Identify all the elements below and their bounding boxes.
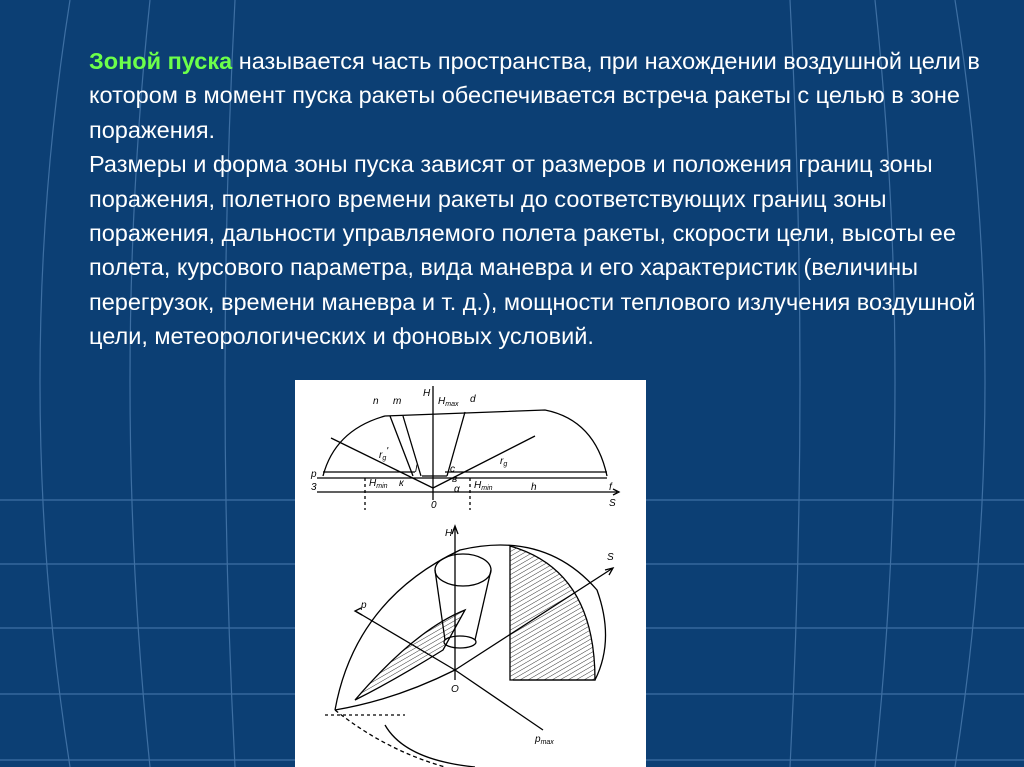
label-rg-right: $r_g$: [500, 456, 508, 468]
term-launch-zone: Зоной пуска: [89, 48, 233, 74]
label-p: p: [311, 469, 317, 480]
label-pmax: $p_{max}$: [535, 734, 554, 746]
label-h-axis: H: [423, 388, 431, 399]
label-3d-h: H: [445, 528, 453, 539]
label-3d-origin: O: [451, 684, 459, 695]
label-3: 3: [311, 482, 317, 493]
label-hmin-left: $H_{min}$: [369, 478, 388, 490]
label-f: f: [609, 482, 612, 493]
label-hmax: $H_{max}$: [438, 396, 459, 408]
perspective-diagram: [325, 526, 613, 767]
label-n: n: [373, 396, 379, 407]
label-origin: 0: [431, 500, 437, 511]
section-diagram: [317, 386, 619, 510]
label-k: к: [399, 478, 404, 489]
slide-text: [58, 44, 998, 354]
paragraph-factors: Размеры и форма зоны пуска зависят от размеров и положения границ зоны поражения, полетного времени ракеты до соответствующих границ зоны поражения, дальности управляемого полета ракеты, скорости цели, высоты ее полета, курсового параметра, вида маневра и его характеристик (величины перегрузок, времени маневра и т. д.), мощности теплового излучения воздушной цели, метеорологических и фоновых условий.: [89, 151, 976, 350]
label-h: h: [531, 482, 537, 493]
label-rg-left: $r_g'$: [379, 446, 389, 462]
label-d: d: [470, 394, 476, 405]
paragraph-definition: [58, 44, 998, 147]
label-b: в: [452, 474, 458, 485]
definition-text: называется часть пространства, при нахождении воздушной цели в котором в момент пуска ракеты обеспечивается встреча ракеты с целью в зоне поражения.: [89, 48, 980, 143]
label-l: l: [415, 464, 418, 475]
label-alpha: α: [454, 484, 460, 495]
label-hmin-right: $H_{min}$: [474, 480, 493, 492]
label-c: c: [450, 464, 455, 475]
label-3d-p: p: [361, 600, 367, 611]
label-3d-s: S: [607, 552, 614, 563]
label-s-axis: S: [609, 498, 616, 509]
launch-zone-diagram: [295, 380, 646, 767]
label-m: m: [393, 396, 402, 407]
launch-zone-figure: [295, 380, 646, 767]
